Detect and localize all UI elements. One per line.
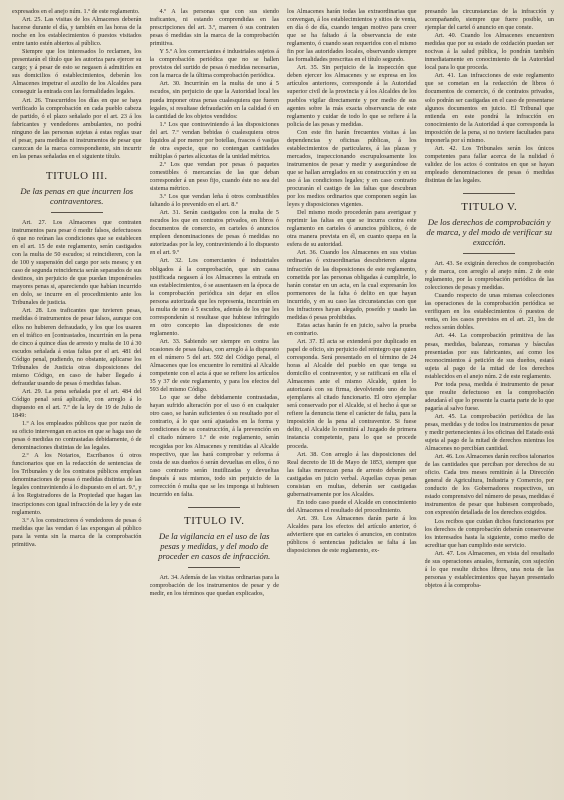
divider	[188, 507, 240, 508]
column-3	[287, 8, 417, 794]
paragraph: 1.º A los empleados públicos que por razón de su oficio intervengan en actos en que se haga uso de pesas ó medidas no contrastadas debidamente, ó de denominaciones distintas de las legales.	[12, 420, 142, 452]
paragraph: Con este fin harán frecuentes visitas á las dependencias y oficinas públicas, á los establecimientos de particulares, á las plazas y mercados, inspeccionando escrupulosamente los instrumentos de pesar y medir y asegurándose de que se hallan arreglados en su construcción y en su uso á las condiciones legales; y en caso contrario procurarán el castigo de las faltas que descubran por los medios ordinarios que componen según las leyes y disposiciones vigentes.	[287, 128, 417, 209]
paragraph: Art. 32. Los comerciantes é industriales obligados á la comprobación, que sin causa justificada negasen á los Almacenes la entrada en sus establecimientos, ó se ausentasen en la época de la comprobación periódica sin dejar en ellos persona autorizada que les representa, incurrirán en la multa de uno á 5 escudos, además de los que les corresponderán si resultase que hubiese infringido en otro concepto las disposiciones de este reglamento.	[149, 257, 279, 337]
paragraph: Art. 30. Incurrirán en la multa de uno á 5 escudos, sin perjuicio de que la Autoridad local les pueda imponer otras penas cualesquiera que fueren legales, si resultase defraudación en la calidad ó en la cantidad de los objetos vendidos:	[149, 80, 279, 120]
paragraph: 1.º Los que contraviniendo á las disposiciones del art. 7.º vendan bebidas ó cualesquiera otros líquidos al por menor por botellas, frascos ó vasijas de otra especie, que no contengan cantidades múltiplas ó partes alícuotas de la unidad métrica.	[149, 120, 279, 160]
paragraph: 2.º A los Notarios, Escribanos ú otros funcionarios que en la redacción de sentencias de los Tribunales y de los contratos públicos emplean denominaciones de pesas ó medidas distintas de las legales contraviniendo á lo dispuesto en el art. 9.º, y á los Registradores de la Propiedad que hagan las inscripciones con igual infracción de la ley y de este reglamento.	[12, 452, 142, 516]
paragraph: Art. 33. Sabiendo ser siempre en contra las ocasiones de pesas falsas, con arreglo á la dispuesto en el número 5 del art. 592 del Código penal, el Almacenes que los encuentre lo remitirá al Alcalde competente con el acta á que se refiere los artículos 35 y 37 de este reglamento, y para los efectos del 593 del mismo Código.	[149, 337, 279, 394]
paragraph: Art. 46. Los Almacenes darán recibos talonarios de las cantidades que perciban por derechos de su oficio. Cada tres meses remitirán á la Dirección general de Agricultura, Industria y Comercio, por conducto de los Gobernadores respectivos, un estado comprensivo del número de pesas, medidas é instrumentos de pesar que hubiesen comprobado, con expresión detallada de los derechos exigidos.	[424, 453, 554, 517]
paragraph: Art. 40. Cuando los Almacenes encuentren medidas que por su estado de oxidación puedan ser nocivas á la salud pública, lo pondrán también inmediatamente en conocimiento de la Autoridad local para lo que proceda.	[424, 32, 554, 72]
text-columns	[12, 8, 554, 794]
section-title: TITULO V.	[461, 201, 518, 214]
paragraph: En todo caso puede el Alcalde en conocimiento del Almacenes el resultado del procedimiento.	[287, 498, 417, 514]
paragraph: Por toda pesa, medida é instrumento de pesar que resulte defectuoso en la comprobación adeudará el que lo presente la cuarta parte de lo que pagaría al salvo fuese.	[424, 380, 554, 412]
paragraph: Art. 39. Los Almacenes darán parte á los Alcaldes para los efectos del artículo anterior, ó adviertiere que en carteles ó anuncios, en contratos públicos ó sentencias judiciales se falta á las disposiciones de este reglamento, ex-	[287, 514, 417, 555]
paragraph: Art. 27. Los Almacenes que contraten instrumentos para pesar ó medir falsos, defectuosos ó que no reúnan las condiciones que se establecen en el art. 15 de este reglamento, serán castigados con la multa de 50 escudos; si reincidieren, con la de 100 y suspensión del cargo por seis meses; y en caso de segunda reincidencia serán separados de sus destinos, sin perjuicio de que puedan imponérseles mayores penas si, apareciendo que habían incurrido en dolo, se incurre en el procedimiento ante los Tribunales de justicia.	[12, 218, 142, 307]
divider	[463, 193, 515, 194]
paragraph: Art. 45. La comprobación periódica de las pesas, medidas y de todos los instrumentos de pesar y medir pertenecientes á los oficinas del Estado está sujeta al pago de la mitad de derechos mientras los Almacenes no percibían cantidad.	[424, 412, 554, 453]
paragraph: Del mismo modo procederán para averiguar y reprimir las faltas en que se incurra contra este reglamento en carteles ó anuncios públicos, ó de otra manera prevista en él, en cuanto quepa en la esfera de su autoridad.	[287, 209, 417, 249]
section-subtitle: De la vigilancia en el uso de las pesas y medidas, y del modo de proceder en casos de infracción.	[158, 530, 271, 561]
paragraph: Lo que se debe debidamente contrastadas, hayan sufrido alteración por el uso ó en cualquier otro caso, se harán suficientes ó su resultado por el contrario, á lo que será ajustados en la forma y condiciones de su construcción, á la prevención en el citado número 1.º de este reglamento, serán recogidas por los Almacenes y remitidas al Alcalde respectivo, que las hará comprobar y reforma á costa de sus dueños ó serán devueltas en ellos, ó no caso contrario serán inutilizadas y devueltas después á sus mismos, todo sin perjuicio de la corrección ó multa que se les imponga si hubiesen incurrido en falta.	[149, 394, 279, 498]
column-2	[150, 8, 280, 794]
section-title: TITULO III.	[45, 169, 108, 182]
column-4	[425, 8, 555, 794]
paragraph: Art. 42. Los Tribunales serán los únicos competentes para fallar acerca de la nulidad ó validez de los actos ó contratos en que se hayan empleado denominaciones de pesas ó medidas distintas de las legales.	[424, 144, 554, 184]
paragraph: Art. 34. Además de las visitas ordinarias para la comprobación de los instrumentos de pesar y de medir, en los términos que quedan explicados,	[149, 573, 279, 597]
paragraph: Siempre que los interesados lo reclamen, los presentarán el título que les autoriza para ejercer su cargo; y á pesar de esto se negasen á admitirles en sus domicilios ó establecimientos, deberán los Almacenes impetrar el auxilio de los Alcaldes para conseguir la entrada con las formalidades legales.	[12, 48, 142, 96]
paragraph: Art. 31. Serán castigados con la multa de 5 escudos los que en contratos privados, en libros ó documentos de comercio, en carteles ó anuncios empleen denominaciones de pesas ó medidas no autorizadas por la ley, contraviniendo á lo dispuesto en el art. 9.º	[149, 209, 279, 257]
paragraph: Art. 28. Los traficantes que tuvieren pesas, medidas ó instrumentos de pesar falsos, aunque con ellos no hubieren defraudado, y los que los usaren en el tráfico en [contrastados, incurrirán en la pena de cinco á quince días de arresto y multa de 10 á 30 escudos señalada á estas faltas por el art. 481 del Código penal, pudiendo, no obstante, aplicarse los Tribunales de Justicia otras disposiciones del mismo Código, en caso de haber llegado á defraudar usando de pesas ó medidas falsas.	[12, 307, 142, 387]
column-1	[12, 8, 142, 794]
section-title: TITULO IV.	[184, 514, 245, 527]
section-heading	[150, 507, 280, 568]
paragraph: Y 5.º A los comerciantes é industriales sujetos á la comprobación periódica que no se hallen provistos del surtido de pesas ó medidas necesarias, con la marca de la última comprobación periódica.	[149, 48, 279, 80]
paragraph: Art. 35. Sin perjuicio de la inspección que deben ejercer los Almacenes y se expresa en los artículos anteriores, corresponde á la Autoridad superior civil de la provincia y á los Alcaldes de los pueblos vigilar directamente y por medio de sus agentes sobre la más exacta observancia de este reglamento y cuidar de todo lo que se refiere á la policía de las pesas y medidas.	[287, 64, 417, 128]
paragraph: presando las circunstancias de la infracción y acompañando, siempre que fuere posible, un ejemplar del cartel ó anuncio en que conste.	[424, 8, 554, 32]
paragraph: Art. 44. La comprobación primitiva de las pesas, medidas, balanzas, romanas y básculas presentadas por sus fabricantes, así como los reconocimientos á petición de sus dueños, estará sujeta al pago de la mitad de los derechos establecidos en el anejo núm. 2 de este reglamento.	[424, 332, 554, 380]
paragraph: 4.º A las personas que con sus siendo traficantes, ni estando comprendidas en las prescripciones del art. 3.º, mareen ó sus contraten pesas ó medidas sin la marca de la comprobación primitiva.	[149, 8, 279, 48]
paragraph: Art. 26. Trascurridos los días en que se haya verificado la comprobación en cada pueblo cabeza de partido, ó el plazo señalado por el art. 23 á los fabricantes y vendedores ambulantes, no podrá ninguno de las personas sujetas á estas reglas usar el pesar, para medidas ni instrumentos de pesar que carezcan de la marca correspondiente, sin incurrir en las penas señaladas en el siguiente título.	[12, 96, 142, 160]
paragraph: 2.º Los que vendan por pesas ó paquetes comestibles ó mercancías de las que deban corresponder á un peso fijo, cuando éste no sea del sistema métrico.	[149, 160, 279, 193]
divider	[51, 212, 103, 213]
section-subtitle: De las penas en que incurren los contraventores.	[20, 185, 134, 206]
paragraph: Art. 47. Los Almacenes, en vista del resultado de sus operaciones anuales, formarán, con sujeción á lo que resulte dichos libros, una nota de las personas y establecimientos que hayan presentado objetos á la comproba-	[424, 549, 554, 589]
divider	[188, 567, 240, 568]
paragraph: Estas actas harán fe en juicio, salvo la prueba en contrario.	[287, 321, 417, 337]
section-subtitle: De los derechos de comprobación y de marca, y del modo de verificar su exacción.	[426, 217, 553, 248]
paragraph: Art. 38. Con arreglo á las disposiciones del Real decreto de 18 de Mayo de 1853, siempre que las faltas merezcan pena de arresto deberán ser castigadas en juicio verbal. Aquellas cuyas penas consistan en multas, deberán ser castigadas gubernativamente por los Alcaldes.	[287, 450, 417, 498]
paragraph: Art. 37. El acta se extenderá por duplicado en papel de oficio, sin perjuicio del reintegro que quien corresponda. Será presentado en el término de 24 horas al Alcalde del pueblo en que tenga su domicilio el contraventor, y se ratificará en ella el Almacenes ante el mismo Alcalde, quien lo autorizará con su firma, devolviendo uno de los ejemplares al citado funcionario. El otro ejemplar será conservado por el Alcalde, si el hecho á que se refiere la denuncia tiene el carácter de falta, para la imposición de la pena al contraventor. Si fuese delito, el Alcalde lo remitirá al Juzgado de primera instancia competente, para lo que se procede proceda.	[287, 337, 417, 450]
paragraph: Art. 29. La pena señalada por el art. 484 del Código penal será aplicable, con arreglo á lo dispuesto en el art. 7.º de la ley de 19 de Julio de 1849:	[12, 387, 142, 420]
section-heading	[12, 169, 142, 213]
paragraph: Art. 41. Las infracciones de este reglamento que se cometan en la redacción de libros ó documentos de comercio, ó de contratos privados, solo podrán ser castigadas en el caso de presentarse algunos documentos en juicio. El Tribunal que entienda en este pondrá la infracción en conocimiento de la Autoridad á que corresponda la imposición de la pena, si no tuviere facultades para imponerla por sí mismo.	[424, 72, 554, 144]
paragraph: Art. 36. Cuando los Almacenes en sus visitas ordinarias ó extraordinarias descubrieren alguna infracción de las disposiciones de este reglamento, cometida por las personas obligadas á cumplirle, lo harán constar en un acta, en la cual expresarán los pormenores de la falta ó delito en que hayan incurrido, y en su caso las circunstancias con que los infractores hayan alegado, poseído y usado las medidas ó pesas prohibidas.	[287, 249, 417, 321]
paragraph: 3.º A los constructores ó vendedores de pesas ó medidas que las vendan ó las expongan al público para la venta sin la marca de la comprobación primitiva.	[12, 516, 142, 548]
paragraph: Art. 25. Las visitas de los Almacenes deberán hacerse durante el día, y también en las horas de la noche en los establecimientos ó puestos visitados entre tanto estén abiertos al público.	[12, 16, 142, 48]
paragraph: 3.º Los que vendan leña ú otros combustibles faltando á lo prevenido en el art. 8.º	[149, 193, 279, 209]
paragraph: Los recibos que cuidan dichos funcionarios por los derechos de comprobación deberán conservarse los interesados hasta la siguiente, como medio de acreditar que han cumplido este servicio.	[424, 517, 554, 549]
paragraph: Art. 43. Se exigirán derechos de comprobación y de marca, con arreglo al anejo núm. 2 de este reglamento, por la comprobación periódica de las colecciones de pesas y medidas.	[424, 260, 554, 292]
paragraph: Cuando respecto de unas mismas colecciones las operaciones de la comprobación periódica se verifiquen en los establecimientos ó puestos de venta, en los casos previstos en el art. 21, los de rechos serán dobles.	[424, 292, 554, 332]
section-heading	[425, 193, 555, 254]
divider	[463, 253, 515, 254]
paragraph: los Almacenes harán todas las extraordinarias que convengan, á los establecimientos y sitios de venta, en día ó de día, cuando tengan motivo para creer que se ha faltado á la observancia de este reglamento, ó cuando sean requeridos con el mismo fin por las autoridades locales, observando siempre las formalidades prescritas en el título segundo.	[287, 8, 417, 64]
paragraph: expresados en el anejo núm. 1.º de este reglamento.	[12, 8, 140, 15]
